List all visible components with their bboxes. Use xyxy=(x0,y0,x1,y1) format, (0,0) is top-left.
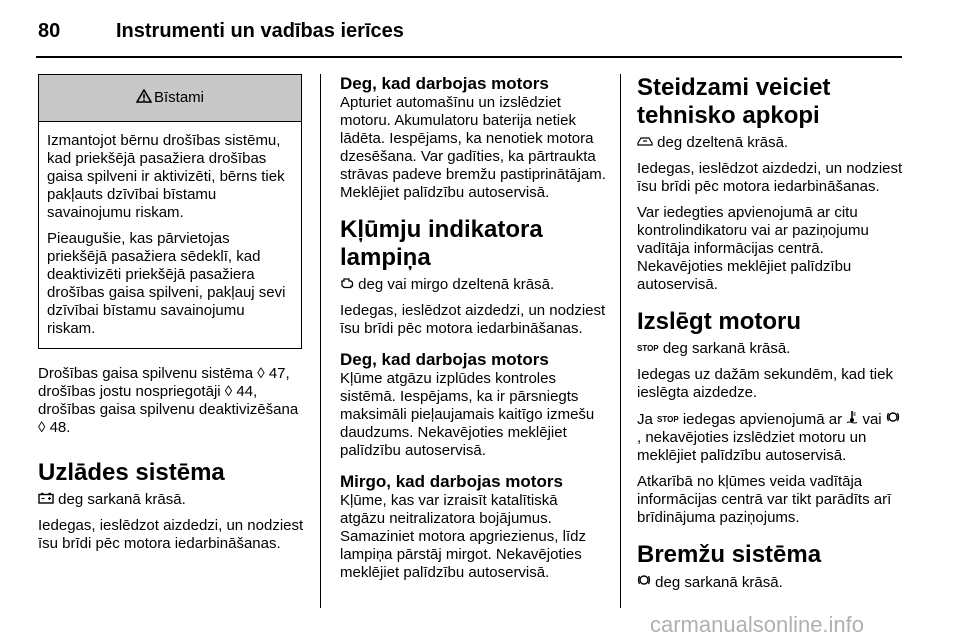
warning-paragraph: Izmantojot bērnu drošības sistēmu, kad priekšējā pasažiera drošības gaisa spilveni ir aktivizēti, bērns tiek pakļauts dzīvībai bīstamu savainojumu riskam. xyxy=(47,132,285,221)
text-fragment: vai xyxy=(862,411,882,428)
section-paragraph: Iedegas, ieslēdzot aizdedzi, un nodziest īsu brīdi pēc motora iedarbināšanas. xyxy=(637,160,903,195)
indicator-line xyxy=(637,573,903,592)
brake-icon xyxy=(886,410,900,429)
engine-icon xyxy=(340,276,354,294)
watermark: carmanualsonline.info xyxy=(650,612,865,637)
section-paragraph: Iedegas, ieslēdzot aizdedzi, un nodziest īsu brīdi pēc motora iedarbināšanas. xyxy=(38,517,304,552)
warning-body xyxy=(39,122,301,348)
warning-paragraph: Pieaugušie, kas pārvietojas priekšējā pasažiera sēdeklī, kad deaktivizēti priekšējā pasažiera drošības gaisa spilveni, pakļauj sevi dzīvībai bīstamu savainojumu riskam. xyxy=(47,230,286,337)
column-middle xyxy=(340,74,606,590)
indicator-color-text: deg sarkanā krāsā. xyxy=(58,491,186,508)
page-title: Instrumenti un vadības ierīces xyxy=(116,20,404,42)
section-paragraph: Kļūme atgāzu izplūdes kontroles sistēmā. Iespējams, ka ir pārsniegts maksimāli pieļaujamais kaitīgo izmešu daudzums. Nekavējoties meklējiet palīdzību autoservisā. xyxy=(340,370,595,459)
subheading: Deg, kad darbojas motors xyxy=(340,74,549,93)
indicator-line xyxy=(637,340,903,358)
section-paragraph: Iedegas uz dažām sekundēm, kad tiek ieslēgta aizdedze. xyxy=(637,366,893,401)
section-paragraph: Apturiet automašīnu un izslēdziet motoru. Akumulatoru baterija netiek lādēta. Iespējams, ka nenotiek motora dzesēšana. Var gadīties, ka pārtraukta strāvas padeve bremžu pastiprinātājam. Meklējiet palīdzību autoservisā. xyxy=(340,94,606,201)
cross-references: Drošības gaisa spilvenu sistēma ◊ 47, drošības jostu nospriegotāji ◊ 44, drošības gaisa spilvenu deaktivizēšana ◊ 48. xyxy=(38,365,299,436)
section-paragraph: Var iedegties apvienojumā ar citu kontrolindikatoru vai ar paziņojumu vadītāja informācijas centrā. Nekavējoties meklējiet palīdzību autoservisā. xyxy=(637,204,869,293)
section-title: Bremžu sistēma xyxy=(637,541,822,568)
battery-icon xyxy=(38,491,54,509)
section-paragraph: Iedegas, ieslēdzot aizdedzi, un nodziest īsu brīdi pēc motora iedarbināšanas. xyxy=(340,302,606,337)
text-fragment: Ja xyxy=(637,411,653,428)
stop-icon: STOP xyxy=(637,344,659,353)
subheading: Deg, kad darbojas motors xyxy=(340,350,549,369)
warning-header xyxy=(39,75,301,122)
warning-box xyxy=(38,74,302,349)
section-paragraph xyxy=(637,410,903,465)
page-number: 80 xyxy=(38,20,61,42)
indicator-line xyxy=(340,276,606,294)
indicator-line xyxy=(637,134,903,152)
text-fragment: , nekavējoties izslēdziet motoru un meklējiet palīdzību autoservisā. xyxy=(637,429,867,464)
column-left xyxy=(38,74,304,561)
brake-icon xyxy=(637,573,651,592)
header-rule xyxy=(36,56,902,58)
column-right xyxy=(637,74,903,600)
section-paragraph: Atkarībā no kļūmes veida vadītāja informācijas centrā var tikt parādīts arī brīdinājuma paziņojums. xyxy=(637,473,892,526)
text-fragment: iedegas apvienojumā ar xyxy=(682,411,843,428)
indicator-color-text: deg sarkanā krāsā. xyxy=(655,574,783,591)
indicator-color-text: deg sarkanā krāsā. xyxy=(662,340,791,357)
indicator-color-text: deg dzeltenā krāsā. xyxy=(657,134,789,151)
column-divider xyxy=(620,74,621,608)
indicator-line xyxy=(38,491,304,509)
section-title: Kļūmju indikatora lampiņa xyxy=(340,216,543,271)
section-title: Steidzami veiciet tehnisko apkopi xyxy=(637,74,831,129)
warning-triangle-icon xyxy=(136,89,152,108)
section-paragraph: Kļūme, kas var izraisīt katalītiskā atgāzu neitralizatora bojājumus. Samaziniet motora apgriezienus, līdz lampiņa pārstāj mirgot. Nekavējoties meklējiet palīdzību autoservisā. xyxy=(340,492,586,581)
indicator-color-text: deg vai mirgo dzeltenā krāsā. xyxy=(358,276,555,293)
subheading: Mirgo, kad darbojas motors xyxy=(340,472,563,491)
column-divider xyxy=(320,74,321,608)
section-title: Uzlādes sistēma xyxy=(38,459,225,486)
warning-title: Bīstami xyxy=(153,89,204,106)
stop-icon: STOP xyxy=(657,415,679,424)
coolant-temperature-icon xyxy=(846,410,858,429)
section-title: Izslēgt motoru xyxy=(637,308,802,335)
wrench-car-icon xyxy=(637,134,653,152)
page-header xyxy=(36,12,904,58)
